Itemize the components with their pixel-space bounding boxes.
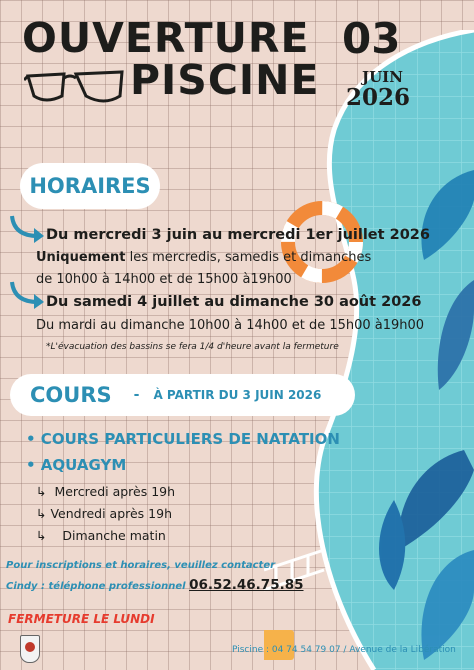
title-line1: OUVERTURE [22,14,310,62]
schedule-slot [36,484,175,499]
schedule-slot-text: Mercredi après 19h [54,484,176,499]
corner-arrow-icon: ↳ [36,528,47,543]
period1-line1 [36,250,371,265]
period1-bold-prefix: Uniquement [36,250,126,265]
cours-item: • COURS PARTICULIERS DE NATATION [26,430,340,448]
curved-arrow-icon [8,214,48,244]
footer-address: Piscine : 04 74 54 79 07 / Avenue de la Libération [232,645,456,655]
horaires-badge [20,163,160,209]
period2-line1: Du mardi au dimanche 10h00 à 14h00 et de 15h00 à19h00 [36,318,425,333]
schedule-slot [36,528,166,543]
period1-title: Du mercredi 3 juin au mercredi 1er juillet 2026 [46,227,430,243]
cours-dash: - [133,387,140,403]
date-day: 03 [342,14,401,63]
cours-label: COURS [30,383,112,407]
corner-arrow-icon: ↳ [36,506,47,521]
schedule-slot-text: Vendredi après 19h [50,506,172,521]
horaires-label: HORAIRES [29,174,151,198]
contact-person: Cindy : téléphone professionnel [6,581,186,592]
phone-number[interactable]: 06.52.46.75.85 [189,577,304,593]
schedule-slot-text: Dimanche matin [62,528,166,543]
date-month: JUIN [362,68,403,86]
date-year: 2026 [346,84,411,111]
period1-line1-rest: les mercredis, samedis et dimanches [125,250,372,265]
sunglasses-icon [24,70,134,108]
evacuation-note: *L'évacuation des bassins se fera 1/4 d'heure avant la fermeture [46,342,339,352]
title-line2: PISCINE [130,56,320,104]
corner-arrow-icon: ↳ [36,484,47,499]
closing-day-notice: FERMETURE LE LUNDI [8,612,155,626]
contact-line2 [6,577,304,593]
schedule-slot [36,506,172,521]
cours-since: À PARTIR DU 3 JUIN 2026 [153,388,322,402]
period2-title: Du samedi 4 juillet au dimanche 30 août 2026 [46,294,422,310]
town-crest-icon [20,635,40,663]
cours-badge [10,374,355,416]
cours-item: • AQUAGYM [26,456,127,474]
contact-line1: Pour inscriptions et horaires, veuillez contacter [6,560,276,571]
period1-line2: de 10h00 à 14h00 et de 15h00 à19h00 [36,272,292,287]
